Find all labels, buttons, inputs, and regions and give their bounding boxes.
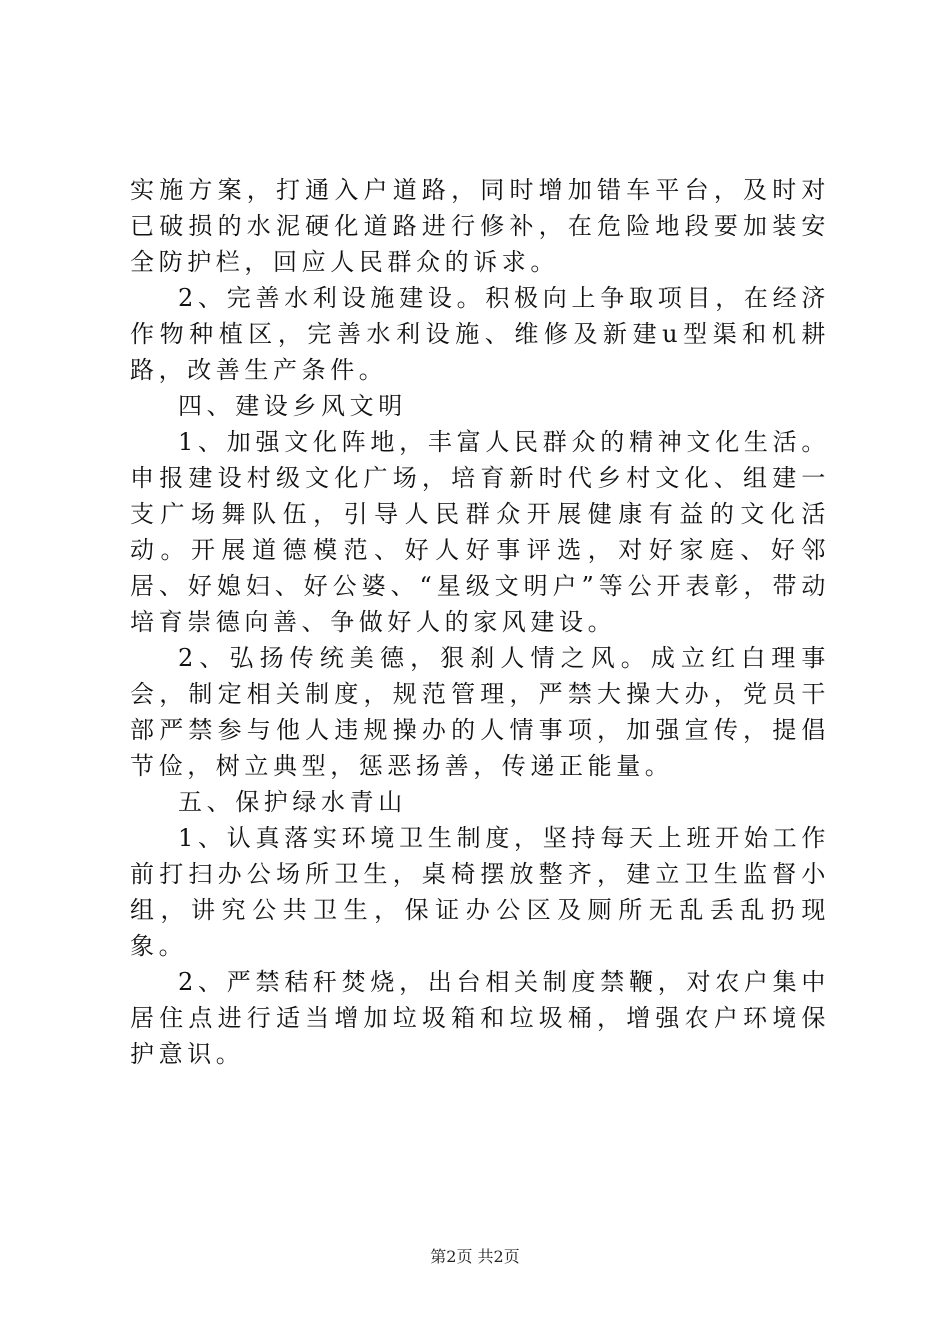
paragraph-virtue: 2、弘扬传统美德，狠刹人情之风。成立红白理事会，制定相关制度，规范管理，严禁大操大办，党员干部严禁参与他人违规操办的人情事项，加强宣传，提倡节俭，树立典型，惩恶扬善，传递正能量。 [130, 644, 830, 780]
paragraph-continuation: 实施方案，打通入户道路，同时增加错车平台，及时对已破损的水泥硬化道路进行修补，在危险地段要加装安全防护栏，回应人民群众的诉求。 [130, 176, 830, 276]
section-heading-civilization: 四、建设乡风文明 [178, 392, 407, 420]
paragraph-sanitation: 1、认真落实环境卫生制度，坚持每天上班开始工作前打扫办公场所卫生，桌椅摆放整齐，建立卫生监督小组，讲究公共卫生，保证办公区及厕所无乱丢乱扔现象。 [130, 824, 830, 960]
section-heading-environment: 五、保护绿水青山 [178, 788, 407, 816]
paragraph-water-facilities: 2、完善水利设施建设。积极向上争取项目，在经济作物种植区，完善水利设施、维修及新建u型渠和机耕路，改善生产条件。 [130, 284, 830, 384]
document-body [130, 172, 830, 1072]
paragraph-culture: 1、加强文化阵地，丰富人民群众的精神文化生活。申报建设村级文化广场，培育新时代乡村文化、组建一支广场舞队伍，引导人民群众开展健康有益的文化活动。开展道德模范、好人好事评选，对好家庭、好邻居、好媳妇、好公婆、“星级文明户”等公开表彰，带动培育崇德向善、争做好人的家风建设。 [130, 428, 830, 636]
paragraph-straw-burning: 2、严禁秸秆焚烧，出台相关制度禁鞭，对农户集中居住点进行适当增加垃圾箱和垃圾桶，增强农户环境保护意识。 [130, 968, 830, 1068]
page-footer: 第2页 共2页 [430, 1247, 520, 1266]
